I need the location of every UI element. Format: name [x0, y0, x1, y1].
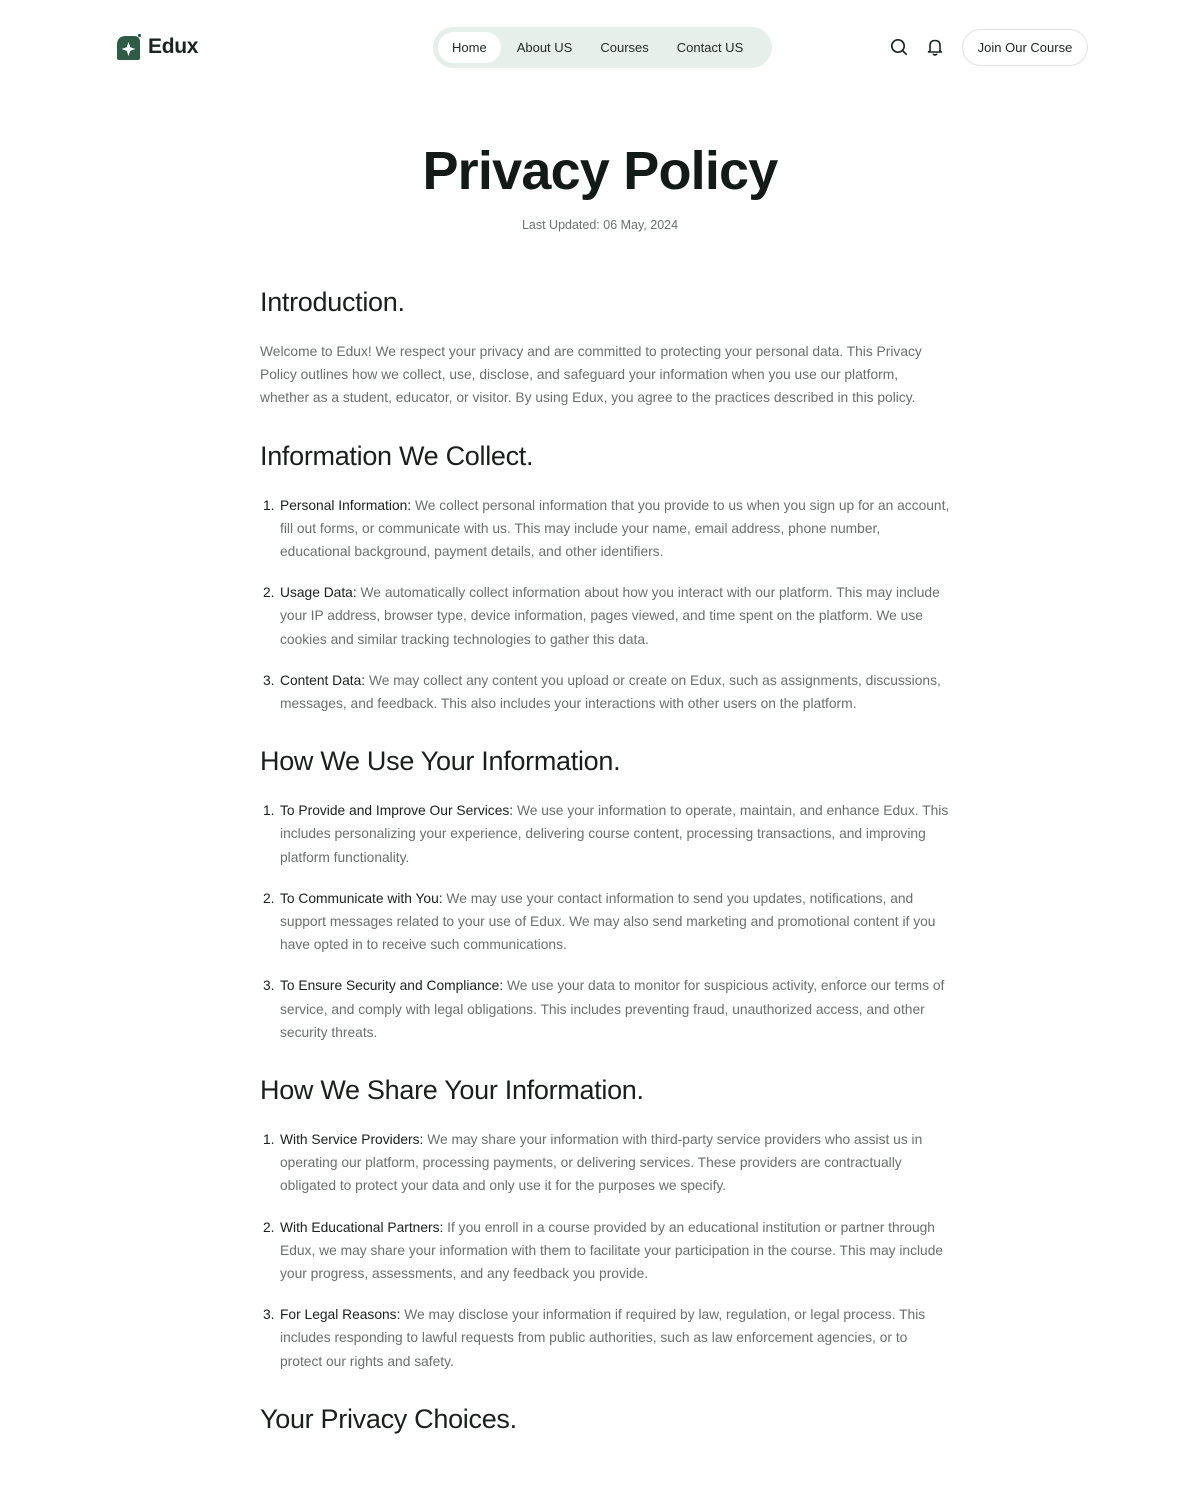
- item-label: With Service Providers:: [280, 1132, 424, 1148]
- main-nav: [433, 27, 772, 68]
- item-number: 1.: [263, 497, 275, 513]
- section-heading: Information We Collect.: [260, 440, 534, 471]
- nav-item-home[interactable]: Home: [438, 32, 501, 63]
- nav-item-courses[interactable]: Courses: [600, 40, 649, 55]
- item-label: Content Data:: [280, 672, 366, 688]
- numbered-list: [260, 1128, 950, 1373]
- section-how-we-use: [260, 743, 950, 1044]
- logo-icon: [115, 33, 142, 61]
- item-label: With Educational Partners:: [280, 1219, 444, 1235]
- section-how-we-share: [260, 1072, 950, 1373]
- list-item: [260, 799, 950, 869]
- item-number: 3.: [263, 1307, 275, 1323]
- nav-item-about-us[interactable]: About US: [516, 40, 573, 55]
- notifications-button[interactable]: [924, 36, 946, 58]
- section-heading: How We Use Your Information.: [260, 746, 621, 777]
- item-label: To Provide and Improve Our Services:: [280, 803, 514, 819]
- item-label: To Ensure Security and Compliance:: [280, 978, 504, 994]
- search-icon: [889, 37, 909, 57]
- list-item: [260, 1128, 950, 1198]
- item-number: 3.: [263, 978, 275, 994]
- item-number: 1.: [263, 803, 275, 819]
- list-item: [260, 974, 950, 1044]
- list-item: [260, 1216, 950, 1286]
- item-number: 2.: [263, 585, 275, 601]
- bell-icon: [925, 37, 945, 57]
- list-item: [260, 1303, 950, 1373]
- section-heading: How We Share Your Information.: [260, 1075, 644, 1106]
- item-label: Personal Information:: [280, 497, 412, 513]
- item-text: If you enroll in a course provided by an educational institution or partner through Edux, we may share your information with them to facilitate your participation in the course. This may include your progress, assessments, and any feedback you provide.: [280, 1219, 944, 1282]
- section-privacy-choices: [260, 1401, 950, 1437]
- section-information-we-collect: [260, 438, 950, 716]
- item-text: We may use your contact information to send you updates, notifications, and support messages related to your use of Edux. We may also send marketing and promotional content if you have opted in to receive such communications.: [280, 890, 936, 953]
- item-label: For Legal Reasons:: [280, 1307, 401, 1323]
- brand-name: Edux: [148, 35, 199, 58]
- item-text: We use your data to monitor for suspicious activity, enforce our terms of service, and comply with legal obligations. This includes preventing fraud, unauthorized access, and other security threats.: [280, 978, 945, 1040]
- intro-paragraph: Welcome to Edux! We respect your privacy and are committed to protecting your personal data. This Privacy Policy outlines how we collect, use, disclose, and safeguard your information when you use our platform, whether as a student, educator, or visitor. By using Edux, you agree to the practices described in this policy.: [260, 344, 922, 406]
- item-number: 3.: [263, 672, 275, 688]
- section-heading: Introduction.: [260, 287, 405, 317]
- nav-item-contact-us[interactable]: Contact US: [676, 40, 744, 55]
- numbered-list: [260, 494, 950, 716]
- numbered-list: [260, 799, 950, 1044]
- item-text: We may share your information with third-party service providers who assist us in operating our platform, processing payments, or delivering services. These providers are contractually obligated to protect your data and only use it for the purposes we specify.: [280, 1132, 923, 1194]
- item-text: We use your information to operate, maintain, and enhance Edux. This includes personalizing your experience, delivering course content, processing transactions, and improving platform functionality.: [280, 803, 949, 865]
- item-number: 1.: [263, 1132, 275, 1148]
- item-text: We may collect any content you upload or create on Edux, such as assignments, discussions, messages, and feedback. This also includes your interactions with other users on the platform.: [280, 672, 941, 712]
- item-label: Usage Data:: [280, 585, 357, 601]
- list-item: [260, 887, 950, 957]
- policy-content: [260, 284, 950, 1465]
- item-number: 2.: [263, 1219, 275, 1235]
- list-item: [260, 494, 950, 564]
- item-label: To Communicate with You:: [280, 890, 443, 906]
- brand-logo[interactable]: [115, 33, 198, 61]
- list-item: [260, 581, 950, 651]
- page-title: Privacy Policy: [422, 141, 778, 201]
- last-updated: Last Updated: 06 May, 2024: [521, 218, 679, 232]
- item-text: We automatically collect information about how you interact with our platform. This may include your IP address, browser type, device information, pages viewed, and time spent on the platform. We use cookies and similar tracking technologies to gather this data.: [280, 585, 940, 647]
- item-text: We collect personal information that you provide to us when you sign up for an account, fill out forms, or communicate with us. This may include your name, email address, phone number, educational background, payment details, and other identifiers.: [280, 497, 950, 560]
- join-course-button[interactable]: Join Our Course: [962, 29, 1088, 66]
- item-number: 2.: [263, 890, 275, 906]
- search-button[interactable]: [888, 36, 910, 58]
- section-heading: Your Privacy Choices.: [260, 1403, 517, 1434]
- section-introduction: [260, 284, 950, 410]
- list-item: [260, 669, 950, 715]
- site-header: [0, 0, 1200, 96]
- item-text: We may disclose your information if required by law, regulation, or legal process. This includes responding to lawful requests from public authorities, such as law enforcement agencies, or to protect our rights and safety.: [280, 1307, 926, 1369]
